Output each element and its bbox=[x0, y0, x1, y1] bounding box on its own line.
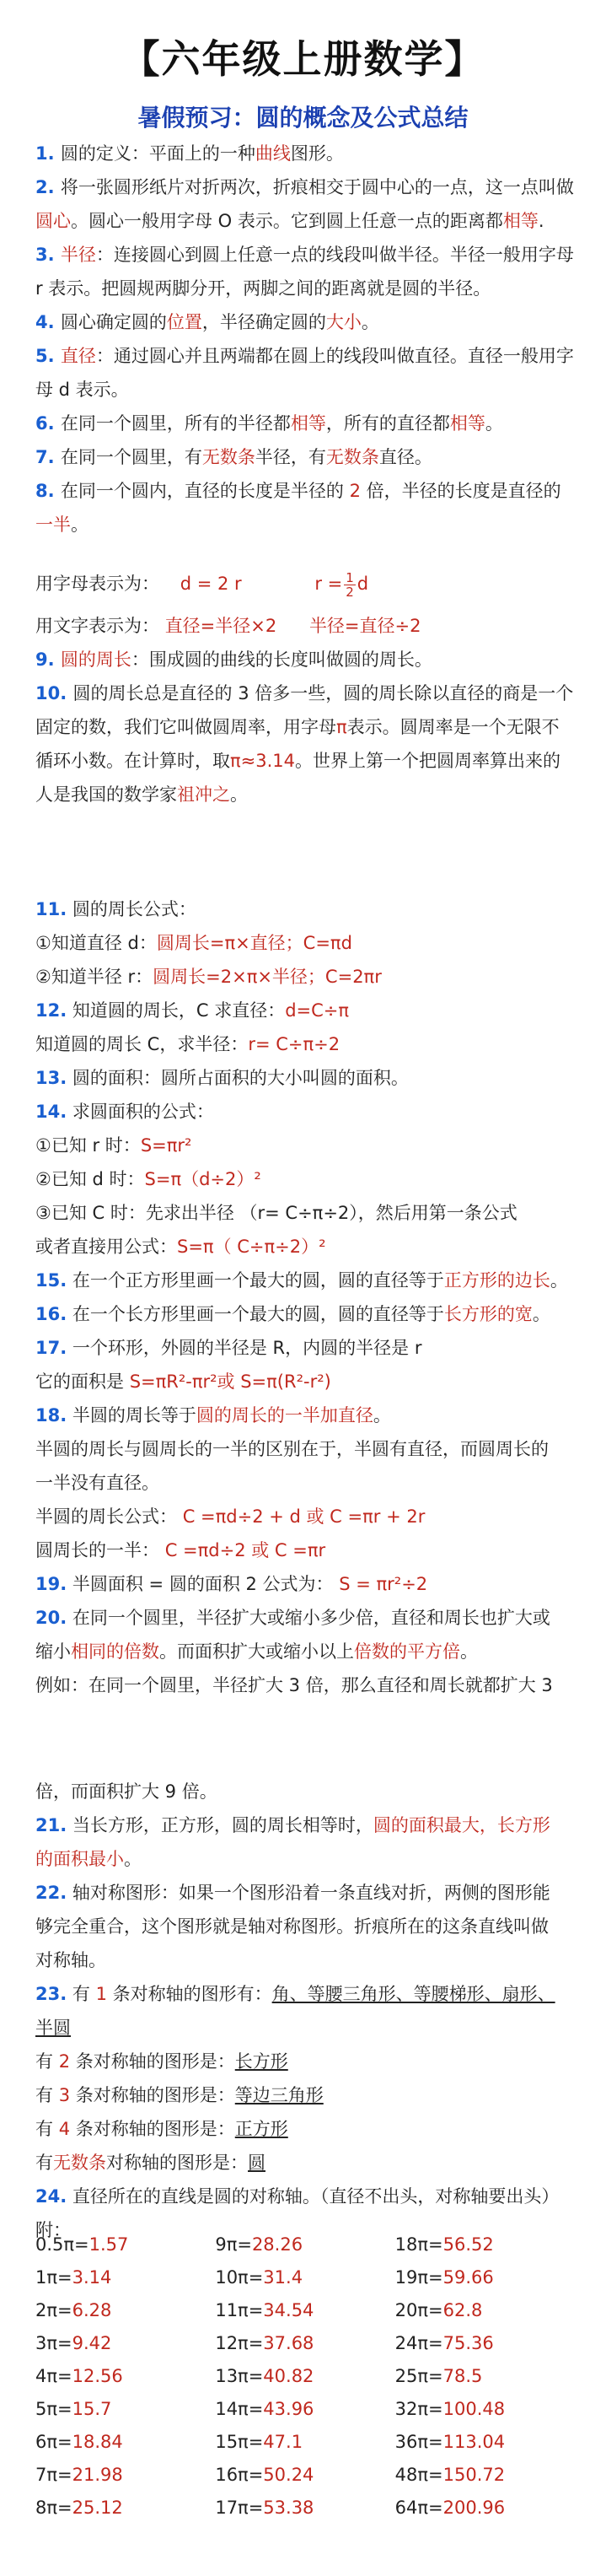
text-segment: 。世界上第一个把圆周率算出来的人是我国的数学家 bbox=[35, 751, 560, 805]
page-subtitle: 暑假预习：圆的概念及公式总结 bbox=[137, 104, 469, 132]
text-segment: 圆的周长总是直径的 3 倍多一些，圆的周长除以直径的商是一个固定的数，我们它叫做圆周率，用字母 bbox=[35, 683, 574, 737]
table-cell bbox=[215, 2327, 394, 2360]
pi-multiple: 13π= bbox=[215, 2366, 264, 2386]
text-segment: 倍数的平方倍 bbox=[354, 1641, 460, 1662]
text-segment: 一半没有直径。 bbox=[35, 1473, 159, 1493]
text-segment: d=C÷π bbox=[285, 1000, 350, 1021]
pi-multiple: 36π= bbox=[394, 2432, 443, 2452]
text-segment: 半圆的周长公式： bbox=[35, 1506, 183, 1527]
text-line bbox=[35, 1027, 575, 1061]
table-cell bbox=[395, 2360, 575, 2393]
text-line bbox=[35, 1466, 575, 1500]
text-segment: 圆周长=π×直径；C=πd bbox=[156, 933, 352, 953]
pi-multiple: 17π= bbox=[215, 2498, 264, 2518]
text-segment: 圆心确定圆的 bbox=[60, 312, 167, 332]
table-cell bbox=[215, 2426, 394, 2459]
text-segment: 2 bbox=[58, 2051, 71, 2072]
text-segment: 圆 bbox=[248, 2153, 265, 2173]
text-segment: 角、等腰三角形、等腰梯形、扇形、 bbox=[271, 1984, 555, 2004]
pi-value: 78.5 bbox=[442, 2366, 483, 2386]
text-segment: 。 bbox=[373, 1405, 391, 1425]
text-line bbox=[35, 1129, 575, 1162]
text-segment: S=π（ C÷π÷2）² bbox=[177, 1237, 326, 1257]
text-segment: 曲线 bbox=[255, 143, 291, 164]
table-cell bbox=[395, 2426, 575, 2459]
item-number: 16. bbox=[35, 1304, 67, 1324]
pi-multiple: 2π= bbox=[35, 2300, 72, 2320]
pi-multiple: 8π= bbox=[35, 2498, 72, 2518]
text-segment: S=πr² bbox=[140, 1135, 192, 1156]
text-segment: 。 bbox=[485, 413, 503, 434]
text-segment: 圆周长=2×π×半径；C=2πr bbox=[153, 967, 382, 987]
pi-multiple: 20π= bbox=[394, 2300, 443, 2320]
table-row bbox=[35, 2459, 575, 2492]
item-number: 4. bbox=[35, 312, 61, 332]
table-cell bbox=[395, 2393, 575, 2426]
text-segment: π bbox=[336, 717, 347, 737]
table-row bbox=[35, 2294, 575, 2327]
numbered-item bbox=[35, 137, 575, 170]
definitions-section bbox=[35, 137, 575, 542]
table-row bbox=[35, 2492, 575, 2525]
table-row bbox=[35, 2393, 575, 2426]
text-line bbox=[35, 1876, 575, 1910]
pi-multiple: 1π= bbox=[35, 2267, 72, 2288]
text-segment: 。 bbox=[124, 1849, 142, 1869]
text-line bbox=[35, 1196, 575, 1230]
diameter-formula: d = 2 r bbox=[180, 574, 242, 594]
text-segment: 在同一个圆里，有 bbox=[60, 447, 202, 467]
text-line bbox=[35, 1095, 575, 1129]
text-segment: ②已知 d 时： bbox=[35, 1169, 145, 1189]
item-number: 14. bbox=[35, 1102, 67, 1122]
text-segment: 当长方形，正方形，圆的周长相等时， bbox=[67, 1815, 373, 1835]
item-number: 10. bbox=[35, 683, 73, 703]
text-segment: 在同一个圆里，半径扩大或缩小多少倍，直径和周长也扩大或 bbox=[67, 1608, 550, 1628]
text-segment: 2 bbox=[349, 481, 361, 501]
text-segment: 或者直接用公式： bbox=[35, 1237, 177, 1257]
numbered-item bbox=[35, 474, 575, 542]
text-segment: 条对称轴的图形是： bbox=[70, 2051, 235, 2072]
table-cell bbox=[35, 2426, 215, 2459]
table-cell bbox=[395, 2492, 575, 2525]
pi-value: 56.52 bbox=[442, 2234, 494, 2255]
pi-value: 9.42 bbox=[72, 2333, 112, 2353]
pi-value: 200.96 bbox=[442, 2498, 506, 2518]
pi-value: 50.24 bbox=[263, 2465, 314, 2485]
text-segment: ，所有的直径都 bbox=[325, 413, 450, 434]
pi-multiple: 18π= bbox=[394, 2234, 443, 2255]
table-cell bbox=[35, 2228, 215, 2261]
pi-multiple: 7π= bbox=[35, 2465, 72, 2485]
text-line bbox=[35, 892, 575, 926]
text-line bbox=[35, 1432, 575, 1466]
text-line bbox=[35, 2045, 575, 2078]
text-segment: 半圆面积 = 圆的面积 2 公式为： bbox=[67, 1574, 340, 1594]
item-number: 9. bbox=[35, 649, 61, 670]
radius-word-formula: 半径=直径÷2 bbox=[308, 616, 421, 636]
table-cell bbox=[35, 2261, 215, 2294]
text-line bbox=[35, 1842, 575, 1876]
pi-value: 43.96 bbox=[263, 2399, 314, 2419]
page-title: 【六年级上册数学】 bbox=[121, 36, 485, 82]
text-segment: 直径。 bbox=[378, 447, 432, 467]
pi-multiple: 19π= bbox=[394, 2267, 443, 2288]
text-segment: 在一个长方形里画一个最大的圆，圆的直径等于 bbox=[67, 1304, 444, 1324]
item-number: 20. bbox=[35, 1608, 67, 1628]
pi-value: 21.98 bbox=[72, 2465, 123, 2485]
text-segment: C =πd÷2 或 C =πr bbox=[164, 1540, 326, 1560]
diameter-word-formula: 直径=半径×2 bbox=[164, 616, 277, 636]
text-line bbox=[35, 1808, 575, 1842]
text-segment: 直径 bbox=[60, 346, 96, 366]
pi-value: 31.4 bbox=[263, 2267, 303, 2288]
pi-value: 25.12 bbox=[72, 2498, 123, 2518]
text-line bbox=[35, 1331, 575, 1365]
table-row bbox=[35, 2426, 575, 2459]
numbered-item bbox=[35, 170, 575, 238]
table-cell bbox=[395, 2327, 575, 2360]
item-number: 3. bbox=[35, 245, 61, 265]
text-line bbox=[35, 1775, 575, 1808]
table-row bbox=[35, 2327, 575, 2360]
text-segment: 圆周长的一半： bbox=[35, 1540, 165, 1560]
text-line bbox=[35, 1668, 575, 1702]
table-cell bbox=[395, 2261, 575, 2294]
pi-value: 18.84 bbox=[72, 2432, 123, 2452]
text-segment: 。 bbox=[550, 1270, 568, 1291]
text-segment: 表示。圆周率是一个无限不循环小数。在计算时，取 bbox=[35, 717, 560, 771]
numbered-item bbox=[35, 643, 575, 676]
text-segment: 半径 bbox=[60, 245, 96, 265]
text-segment: 在同一个圆里，所有的半径都 bbox=[60, 413, 291, 434]
pi-value: 40.82 bbox=[263, 2366, 314, 2386]
pi-multiple: 64π= bbox=[394, 2498, 443, 2518]
radius-formula-suffix: d bbox=[357, 574, 369, 594]
one-half-fraction bbox=[344, 571, 356, 599]
item-number: 8. bbox=[35, 481, 61, 501]
table-row bbox=[35, 2360, 575, 2393]
table-cell bbox=[215, 2360, 394, 2393]
pi-multiple: 3π= bbox=[35, 2333, 72, 2353]
radius-formula-prefix: r = bbox=[314, 574, 343, 594]
pi-multiple: 16π= bbox=[215, 2465, 264, 2485]
pi-value: 34.54 bbox=[263, 2300, 314, 2320]
table-row bbox=[35, 2261, 575, 2294]
text-line bbox=[35, 1297, 575, 1331]
item-number: 17. bbox=[35, 1338, 67, 1358]
text-segment: 知道圆的周长，C 求直径： bbox=[67, 1000, 286, 1021]
pi-multiple: 15π= bbox=[215, 2432, 264, 2452]
text-segment: 位置 bbox=[166, 312, 202, 332]
text-segment: 圆的周长公式： bbox=[67, 899, 196, 919]
table-cell bbox=[215, 2228, 394, 2261]
text-segment: 对称轴的图形是： bbox=[106, 2153, 248, 2173]
text-segment: ①已知 r 时： bbox=[35, 1135, 141, 1156]
text-segment: 1 bbox=[95, 1984, 107, 2004]
text-segment: 有 bbox=[35, 2051, 59, 2072]
text-segment: S = πr²÷2 bbox=[339, 1574, 428, 1594]
text-segment: 直径所在的直线是圆的对称轴。（直径不出头，对称轴要出头） bbox=[67, 2186, 560, 2207]
text-segment: 无数条 bbox=[201, 447, 255, 467]
item-number: 22. bbox=[35, 1883, 67, 1903]
table-cell bbox=[35, 2492, 215, 2525]
pi-value: 12.56 bbox=[72, 2366, 123, 2386]
pi-multiple: 11π= bbox=[215, 2300, 264, 2320]
text-line bbox=[35, 960, 575, 994]
pi-multiple: 12π= bbox=[215, 2333, 264, 2353]
table-cell bbox=[35, 2459, 215, 2492]
item-number: 13. bbox=[35, 1068, 67, 1088]
text-line bbox=[35, 1977, 575, 2011]
text-segment: 一个环形，外圆的半径是 R，内圆的半径是 r bbox=[67, 1338, 422, 1358]
item-number: 12. bbox=[35, 1000, 67, 1021]
item-number: 2. bbox=[35, 177, 61, 197]
pi-value: 100.48 bbox=[442, 2399, 506, 2419]
text-segment: 圆的周长 bbox=[60, 649, 131, 670]
pi-value: 15.7 bbox=[72, 2399, 112, 2419]
table-cell bbox=[35, 2360, 215, 2393]
text-segment: 对称轴。 bbox=[35, 1950, 106, 1970]
text-line bbox=[35, 926, 575, 960]
text-segment: 在一个正方形里画一个最大的圆，圆的直径等于 bbox=[67, 1270, 444, 1291]
text-segment: 相等 bbox=[502, 211, 539, 231]
table-cell bbox=[215, 2261, 394, 2294]
text-segment: 有 bbox=[67, 1984, 96, 2004]
text-line bbox=[35, 1230, 575, 1264]
text-line bbox=[35, 2180, 575, 2213]
text-segment: 够完全重合，这个图形就是轴对称图形。折痕所在的这条直线叫做 bbox=[35, 1916, 549, 1937]
text-line bbox=[35, 1264, 575, 1297]
word-formula-line bbox=[35, 609, 575, 643]
pi-multiple: 10π= bbox=[215, 2267, 264, 2288]
letter-formula-label: 用字母表示为： bbox=[35, 574, 159, 594]
text-line bbox=[35, 1910, 575, 1943]
pi-multiple: 48π= bbox=[394, 2465, 443, 2485]
text-segment: 倍，而面积扩大 9 倍。 bbox=[35, 1781, 217, 1802]
numbered-item bbox=[35, 305, 575, 339]
text-segment: S=π（d÷2）² bbox=[144, 1169, 261, 1189]
text-segment: 。 bbox=[361, 312, 379, 332]
text-segment: 一半 bbox=[35, 515, 71, 535]
text-line bbox=[35, 1567, 575, 1601]
pi-value: 37.68 bbox=[263, 2333, 314, 2353]
text-segment: 求圆面积的公式： bbox=[67, 1102, 214, 1122]
text-segment: 长方形 bbox=[234, 2051, 288, 2072]
text-line bbox=[35, 1162, 575, 1196]
text-line bbox=[35, 1365, 575, 1398]
text-line bbox=[35, 2146, 575, 2180]
item-number: 6. bbox=[35, 413, 61, 434]
text-line bbox=[35, 1635, 575, 1668]
text-segment: 大小 bbox=[325, 312, 362, 332]
text-segment: 有 bbox=[35, 2119, 59, 2139]
table-cell bbox=[35, 2294, 215, 2327]
pi-value: 47.1 bbox=[263, 2432, 303, 2452]
text-segment: C =πd÷2 + d 或 C =πr + 2r bbox=[182, 1506, 426, 1527]
text-segment: ：通过圆心并且两端都在圆上的线段叫做直径。直径一般用字母 d 表示。 bbox=[35, 346, 574, 400]
text-segment: 。 bbox=[460, 1641, 478, 1662]
item-number: 23. bbox=[35, 1984, 67, 2004]
pi-value: 59.66 bbox=[442, 2267, 494, 2288]
table-cell bbox=[215, 2393, 394, 2426]
text-segment: ③已知 C 时：先求出半径 （r= C÷π÷2），然后用第一条公式 bbox=[35, 1203, 518, 1223]
numbered-item bbox=[35, 676, 575, 811]
formulas-section bbox=[35, 892, 575, 1702]
text-segment: 正方形 bbox=[234, 2119, 288, 2139]
pi-multiple: 4π= bbox=[35, 2366, 72, 2386]
text-segment: 半圆的周长等于 bbox=[67, 1405, 196, 1425]
table-cell bbox=[35, 2327, 215, 2360]
text-segment: 有 bbox=[35, 2153, 53, 2173]
text-line bbox=[35, 994, 575, 1027]
text-segment: 正方形的边长 bbox=[443, 1270, 550, 1291]
text-segment: 祖冲之 bbox=[177, 784, 230, 805]
pi-value: 28.26 bbox=[251, 2234, 303, 2255]
pi-multiple: 6π= bbox=[35, 2432, 72, 2452]
pi-value: 3.14 bbox=[72, 2267, 112, 2288]
text-segment: 圆心 bbox=[35, 211, 71, 231]
text-line bbox=[35, 1533, 575, 1567]
numbered-item bbox=[35, 407, 575, 440]
text-segment: π≈3.14 bbox=[230, 751, 295, 771]
pi-value: 150.72 bbox=[442, 2465, 506, 2485]
text-segment: 半径，有 bbox=[255, 447, 326, 467]
circumference-section bbox=[35, 643, 575, 811]
letter-formula-line bbox=[35, 567, 575, 601]
numbered-item bbox=[35, 440, 575, 474]
item-number: 15. bbox=[35, 1270, 67, 1291]
text-segment: 半圆 bbox=[35, 2018, 71, 2038]
item-number: 1. bbox=[35, 143, 61, 164]
text-segment: 它的面积是 bbox=[35, 1372, 130, 1392]
text-line bbox=[35, 2112, 575, 2146]
text-segment: 圆的定义：平面上的一种 bbox=[60, 143, 255, 164]
text-segment: 。 bbox=[230, 784, 248, 805]
pi-value: 53.38 bbox=[263, 2498, 314, 2518]
table-cell bbox=[395, 2228, 575, 2261]
table-cell bbox=[35, 2393, 215, 2426]
text-segment: 。圆心一般用字母 O 表示。它到圆上任意一点的距离都 bbox=[71, 211, 503, 231]
text-segment: 轴对称图形：如果一个图形沿着一条直线对折，两侧的图形能 bbox=[67, 1883, 550, 1903]
text-segment: 有 bbox=[35, 2085, 59, 2105]
text-segment: 长方形的宽 bbox=[443, 1304, 533, 1324]
numbered-item bbox=[35, 339, 575, 407]
text-segment: 无数条 bbox=[325, 447, 379, 467]
text-segment: 在同一个圆内，直径的长度是半径的 bbox=[60, 481, 350, 501]
text-segment: 条对称轴的图形是： bbox=[70, 2119, 235, 2139]
text-segment: 。 bbox=[71, 515, 88, 535]
text-segment: ，半径确定圆的 bbox=[201, 312, 326, 332]
text-segment: 4 bbox=[58, 2119, 71, 2139]
pi-multiple: 32π= bbox=[394, 2399, 443, 2419]
table-row bbox=[35, 2228, 575, 2261]
pi-multiples-table bbox=[35, 2228, 575, 2525]
word-formula-label: 用文字表示为： bbox=[35, 616, 159, 636]
text-segment: 附： bbox=[35, 2220, 71, 2240]
table-cell bbox=[215, 2492, 394, 2525]
pi-multiple: 14π= bbox=[215, 2399, 264, 2419]
text-segment: 缩小 bbox=[35, 1641, 71, 1662]
table-cell bbox=[215, 2459, 394, 2492]
text-segment: 的面积最小 bbox=[35, 1849, 124, 1869]
text-segment: ：围成圆的曲线的长度叫做圆的周长。 bbox=[131, 649, 432, 670]
text-segment: 图形。 bbox=[290, 143, 344, 164]
text-segment: 等边三角形 bbox=[234, 2085, 324, 2105]
pi-value: 62.8 bbox=[442, 2300, 483, 2320]
text-segment: 将一张圆形纸片对折两次，折痕相交于圆中心的一点，这一点叫做 bbox=[60, 177, 574, 197]
text-line bbox=[35, 1061, 575, 1095]
text-segment: 无数条 bbox=[53, 2153, 106, 2173]
text-segment: 圆的周长的一半加直径 bbox=[196, 1405, 373, 1425]
text-line bbox=[35, 2011, 575, 2045]
text-segment: 知道圆的周长 C，求半径： bbox=[35, 1034, 249, 1054]
text-line bbox=[35, 1601, 575, 1635]
text-segment: 相同的倍数 bbox=[71, 1641, 159, 1662]
symmetry-section bbox=[35, 1775, 575, 2247]
item-number: 11. bbox=[35, 899, 67, 919]
text-segment: 倍，半径的长度是直径的 bbox=[360, 481, 561, 501]
text-segment: 相等 bbox=[449, 413, 485, 434]
item-number: 7. bbox=[35, 447, 61, 467]
fraction-numerator: 1 bbox=[346, 569, 354, 585]
item-number: 19. bbox=[35, 1574, 67, 1594]
item-number: 5. bbox=[35, 346, 61, 366]
text-segment: 条对称轴的图形是： bbox=[70, 2085, 235, 2105]
text-segment: ：连接圆心到圆上任意一点的线段叫做半径。半径一般用字母 r 表示。把圆规两脚分开，两脚之间的距离就是圆的半径。 bbox=[35, 245, 574, 299]
fraction-denominator: 2 bbox=[346, 584, 354, 600]
table-cell bbox=[395, 2294, 575, 2327]
numbered-item bbox=[35, 238, 575, 305]
text-line bbox=[35, 1398, 575, 1432]
item-number: 18. bbox=[35, 1405, 67, 1425]
pi-multiple: 24π= bbox=[394, 2333, 443, 2353]
text-segment: 3 bbox=[58, 2085, 71, 2105]
text-segment: 条对称轴的图形有： bbox=[106, 1984, 272, 2004]
pi-value: 113.04 bbox=[442, 2432, 506, 2452]
text-line bbox=[35, 1500, 575, 1533]
text-segment: 相等 bbox=[290, 413, 326, 434]
text-segment: . bbox=[538, 211, 544, 231]
text-segment: ②知道半径 r： bbox=[35, 967, 153, 987]
text-segment: 半圆的周长与圆周长的一半的区别在于，半圆有直径，而圆周长的 bbox=[35, 1439, 549, 1459]
pi-value: 1.57 bbox=[88, 2234, 129, 2255]
item-number: 24. bbox=[35, 2186, 67, 2207]
item-number: 21. bbox=[35, 1815, 67, 1835]
text-line bbox=[35, 2078, 575, 2112]
pi-multiple: 5π= bbox=[35, 2399, 72, 2419]
table-cell bbox=[395, 2459, 575, 2492]
pi-value: 6.28 bbox=[72, 2300, 112, 2320]
table-cell bbox=[215, 2294, 394, 2327]
pi-multiple: 25π= bbox=[394, 2366, 443, 2386]
pi-value: 75.36 bbox=[442, 2333, 494, 2353]
text-segment: r= C÷π÷2 bbox=[248, 1034, 341, 1054]
pi-multiple: 0.5π= bbox=[35, 2234, 89, 2255]
text-segment: ①知道直径 d： bbox=[35, 933, 157, 953]
text-line bbox=[35, 1943, 575, 1977]
pi-multiple: 9π= bbox=[215, 2234, 252, 2255]
text-segment: 圆的面积最大，长方形 bbox=[373, 1815, 550, 1835]
text-segment: 。 bbox=[532, 1304, 550, 1324]
text-segment: S=πR²-πr²或 S=π(R²-r²) bbox=[129, 1372, 331, 1392]
text-segment: 。而面积扩大或缩小以上 bbox=[159, 1641, 354, 1662]
text-segment: 圆的面积：圆所占面积的大小叫圆的面积。 bbox=[67, 1068, 409, 1088]
text-segment: 例如：在同一个圆里，半径扩大 3 倍，那么直径和周长就都扩大 3 bbox=[35, 1675, 553, 1695]
